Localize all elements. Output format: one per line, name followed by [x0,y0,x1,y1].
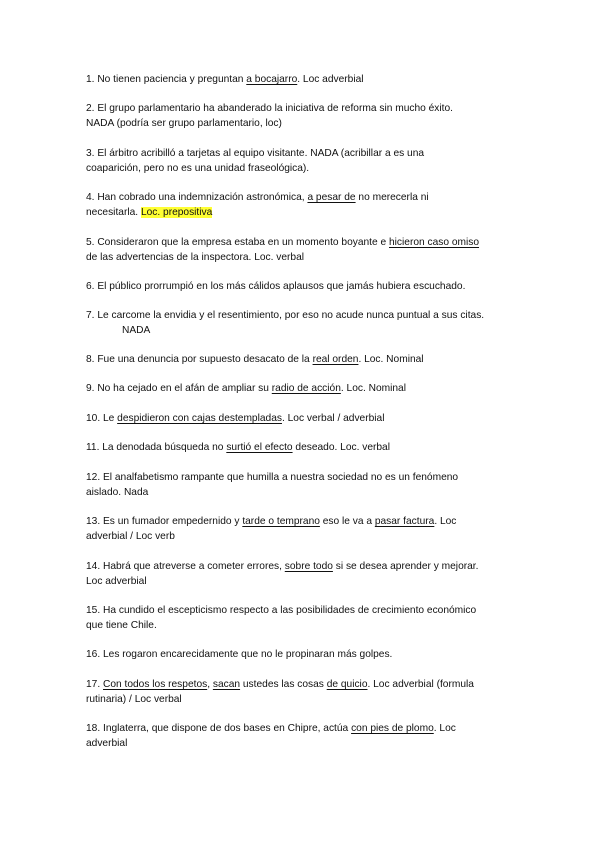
item-line: Loc adverbial [86,576,147,587]
text-span: . Loc [434,516,457,527]
item-line: que tiene Chile. [86,620,157,631]
text-span: 1. No tienen paciencia y preguntan [86,74,247,85]
item-line [86,352,516,367]
item-line: 7. Le carcome la envidia y el resentimiento, por eso no acude nunca puntual a sus citas. [86,310,485,321]
item-line: NADA [122,325,151,336]
list-item [86,308,516,338]
highlighted-phrase: Loc. prepositiva [140,207,213,218]
item-line [86,411,516,426]
item-line [86,235,516,250]
list-item [86,190,516,220]
item-line [86,677,516,692]
text-span: si se desea aprender y mejorar. [332,561,479,572]
underlined-phrase: con pies de plomo [351,723,434,734]
item-line: 16. Les rogaron encarecidamente que no le propinaran más golpes. [86,649,393,660]
text-span: 17. [86,679,103,690]
text-span: . Loc [433,723,456,734]
text-span: . Loc. Nominal [358,354,424,365]
text-span: 8. Fue una denuncia por supuesto desacato de la [86,354,313,365]
list-item [86,721,516,751]
underlined-phrase: de quicio [326,679,368,690]
text-span: eso le va a [319,516,375,527]
item-line [86,190,516,205]
text-span: 5. Consideraron que la empresa estaba en un momento boyante e [86,237,389,248]
text-span: 18. Inglaterra, que dispone de dos bases en Chipre, actúa [86,723,352,734]
list-item [86,72,516,87]
underlined-phrase: pasar factura [374,516,435,527]
text-span: 11. La denodada búsqueda no [86,442,227,453]
item-line: 6. El público prorrumpió en los más cálidos aplausos que jamás hubiera escuchado. [86,281,466,292]
item-line [86,381,516,396]
underlined-phrase: a pesar de [307,192,356,203]
underlined-phrase: a bocajarro [246,74,298,85]
text-span: no merecerla ni [355,192,429,203]
underlined-phrase: hicieron caso omiso [389,237,480,248]
list-item [86,440,516,455]
item-line: NADA (podría ser grupo parlamentario, loc) [86,118,282,129]
list-item [86,101,516,131]
text-span: . Loc adverbial (formula [367,679,474,690]
list-item [86,146,516,176]
list-item [86,235,516,265]
item-line [86,721,516,736]
text-span: 9. No ha cejado en el afán de ampliar su [86,383,272,394]
list-item [86,279,516,294]
item-line [86,205,516,220]
list-item [86,514,516,544]
underlined-phrase: Con todos los respetos [103,679,208,690]
text-span: 4. Han cobrado una indemnización astronómica, [86,192,308,203]
list-item [86,352,516,367]
item-line [86,72,516,87]
item-line: coaparición, pero no es una unidad fraseológica). [86,163,310,174]
underlined-phrase: despidieron con cajas destempladas [117,413,282,424]
text-span: . Loc verbal / adverbial [281,413,385,424]
text-span: . Loc. Nominal [340,383,406,394]
text-span: . Loc adverbial [297,74,364,85]
underlined-phrase: tarde o temprano [242,516,320,527]
item-line: de las advertencias de la inspectora. Loc. verbal [86,252,305,263]
item-line: 2. El grupo parlamentario ha abanderado la iniciativa de reforma sin mucho éxito. [86,103,453,114]
list-item [86,381,516,396]
text-span: 14. Habrá que atreverse a cometer errores, [86,561,285,572]
underlined-phrase: sacan [212,679,241,690]
item-line: adverbial [86,738,128,749]
list-item [86,470,516,500]
list-item [86,647,516,662]
item-line [86,440,516,455]
underlined-phrase: surtió el efecto [226,442,293,453]
underlined-phrase: sobre todo [284,561,333,572]
underlined-phrase: real orden [312,354,359,365]
text-span: , [207,679,213,690]
item-line: 3. El árbitro acribilló a tarjetas al equipo visitante. NADA (acribillar a es una [86,148,425,159]
underlined-phrase: radio de acción [271,383,341,394]
item-line [86,514,516,529]
text-span: ustedes las cosas [240,679,327,690]
item-line [86,559,516,574]
item-line: rutinaria) / Loc verbal [86,694,182,705]
text-span: 13. Es un fumador empedernido y [86,516,243,527]
item-line: 12. El analfabetismo rampante que humilla a nuestra sociedad no es un fenómeno [86,472,459,483]
item-line: 15. Ha cundido el escepticismo respecto a las posibilidades de crecimiento económico [86,605,477,616]
text-span: deseado. Loc. verbal [292,442,390,453]
list-item [86,603,516,633]
list-item [86,559,516,589]
list-item [86,411,516,426]
text-span: necesitarla. [86,207,141,218]
text-span: 10. Le [86,413,118,424]
item-line: adverbial / Loc verb [86,531,175,542]
list-item [86,677,516,707]
item-line: aislado. Nada [86,487,149,498]
